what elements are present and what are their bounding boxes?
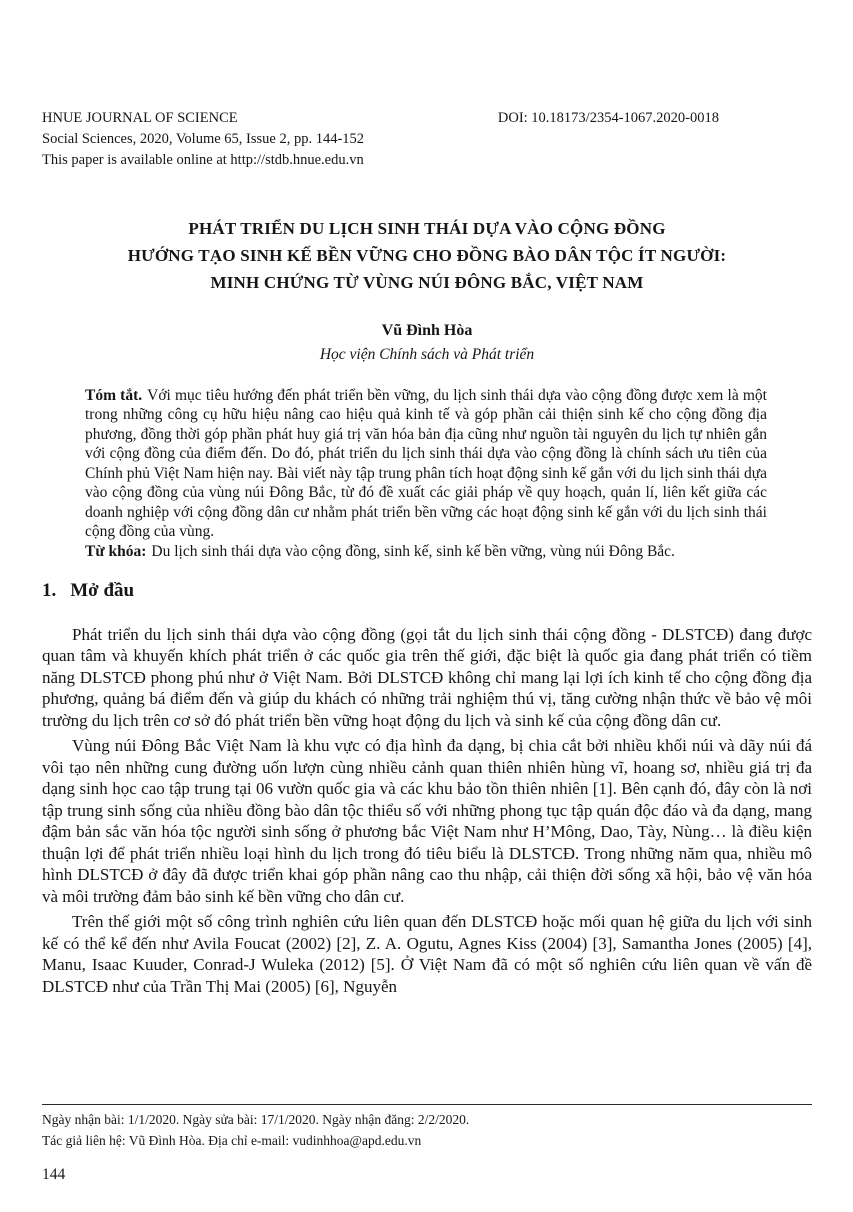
paper-title-line-2: HƯỚNG TẠO SINH KẾ BỀN VỮNG CHO ĐỒNG BÀO DÂN TỘC ÍT NGƯỜI:	[127, 246, 727, 266]
author-name: Vũ Đình Hòa	[381, 321, 473, 339]
section-title: Mở đầu	[70, 580, 135, 602]
issue-info: Social Sciences, 2020, Volume 65, Issue 2, pp. 144-152	[42, 131, 365, 148]
body-paragraph-1: Phát triển du lịch sinh thái dựa vào cộng đồng (gọi tắt du lịch sinh thái cộng đồng - DLSTCĐ) đang được quan tâm và khuyến khích phát triển ở các quốc gia trên thế giới, đặc biệt là quốc gia đang phát triển có tiềm năng DLSTCĐ phong phú như ở Việt Nam. Bởi DLSTCĐ không chỉ mang lại lợi ích kinh tế cho cộng đồng địa phương, quảng bá điểm đến và giúp du khách có những trải nghiệm thú vị, tăng cường nhận thức về bảo vệ môi trường du lịch trên cơ sở đó phát triển bền vững hoạt động du lịch và sinh kế của cộng đồng dân cư.	[42, 624, 812, 730]
page-number: 144	[42, 1165, 66, 1183]
abstract-text: Với mục tiêu hướng đến phát triển bền vững, du lịch sinh thái dựa vào cộng đồng được xem là một trong những công cụ hữu hiệu nâng cao hiệu quả kinh tế và góp phần cải thiện sinh kế cho cộng đồng địa phương, đồng thời góp phần phát huy giá trị văn hóa bản địa cũng như nguồn tài nguyên du lịch tự nhiên gắn với cộng đồng của điểm đến. Do đó, phát triển du lịch sinh thái dựa vào cộng đồng là chính sách ưu tiên của Chính phủ Việt Nam hiện nay. Bài viết này tập trung phân tích hoạt động sinh kế gắn với du lịch sinh thái dựa vào cộng đồng của vùng núi Đông Bắc, từ đó đề xuất các giải pháp về quy hoạch, quản lí, liên kết giữa các doanh nghiệp với cộng đồng dân cư nhằm phát triển bền vững các hoạt động sinh kế gắn với du lịch sinh thái cộng đồng của vùng.	[85, 386, 767, 541]
paper-title-line-3: MINH CHỨNG TỪ VÙNG NÚI ĐÔNG BẮC, VIỆT NAM	[210, 273, 644, 293]
paper-title	[42, 215, 812, 297]
corresponding-author-note: Tác giả liên hệ: Vũ Đình Hòa. Địa chỉ e-mail: vudinhhoa@apd.edu.vn	[42, 1132, 422, 1148]
keywords-paragraph	[85, 542, 767, 562]
journal-header	[42, 108, 812, 171]
abstract-label: Tóm tắt.	[85, 386, 143, 404]
abstract-block	[85, 386, 767, 562]
section-heading	[42, 579, 812, 604]
footnote-divider	[42, 1104, 812, 1105]
received-dates-note: Ngày nhận bài: 1/1/2020. Ngày sửa bài: 17/1/2020. Ngày nhận đăng: 2/2/2020.	[42, 1112, 470, 1128]
keywords-label: Từ khóa:	[85, 542, 147, 560]
footnote-area	[42, 1104, 812, 1186]
paper-title-line-1: PHÁT TRIỂN DU LỊCH SINH THÁI DỰA VÀO CỘNG ĐỒNG	[188, 219, 666, 239]
availability-note: This paper is available online at http://stdb.hnue.edu.vn	[42, 152, 364, 169]
body-paragraph-3: Trên thế giới một số công trình nghiên cứu liên quan đến DLSTCĐ hoặc mối quan hệ giữa du lịch với sinh kế có thể kể đến như Avila Foucat (2002) [2], Z. A. Ogutu, Agnes Kiss (2004) [3], Samantha Jones (2005) [4], Manu, Isaac Kuuder, Conrad-J Wuleka (2012) [5]. Ở Việt Nam đã có một số nghiên cứu liên quan về vấn đề DLSTCĐ như của Trần Thị Mai (2005) [6], Nguyễn	[42, 912, 812, 996]
journal-name: HNUE JOURNAL OF SCIENCE	[42, 110, 238, 126]
section-number: 1.	[42, 580, 57, 602]
journal-header-row	[42, 108, 812, 129]
doi-text: DOI: 10.18173/2354-1067.2020-0018	[497, 110, 719, 126]
body-paragraph-2: Vùng núi Đông Bắc Việt Nam là khu vực có địa hình đa dạng, bị chia cắt bởi nhiều khối núi và dãy núi đá vôi tạo nên những cung đường uốn lượn cùng nhiều cảnh quan thiên nhiên hùng vĩ, hoang sơ, nhiều giá trị đa dạng sinh học cao tập trung tại 06 vườn quốc gia và các khu bảo tồn thiên nhiên [1]. Bên cạnh đó, đây còn là nơi tập trung sinh sống của nhiều đồng bào dân tộc thiểu số với những phong tục tập quán độc đáo và đa dạng, mang đậm bản sắc văn hóa tộc người sinh sống ở phương bắc Việt Nam như H’Mông, Dao, Tày, Nùng… là điều kiện thuận lợi để phát triển nhiều loại hình du lịch trong đó tiêu biểu là DLSTCĐ. Trong những năm qua, nhiều mô hình DLSTCĐ ở đây đã được triển khai góp phần nâng cao thu nhập, cải thiện đời sống xã hội, bảo vệ văn hóa và môi trường đảm bảo sinh kế bền vững cho dân cư.	[42, 736, 812, 906]
author-affiliation: Học viện Chính sách và Phát triển	[319, 346, 535, 364]
keywords-text: Du lịch sinh thái dựa vào cộng đồng, sinh kế, sinh kế bền vững, vùng núi Đông Bắc.	[151, 542, 675, 560]
abstract-paragraph	[85, 386, 767, 542]
